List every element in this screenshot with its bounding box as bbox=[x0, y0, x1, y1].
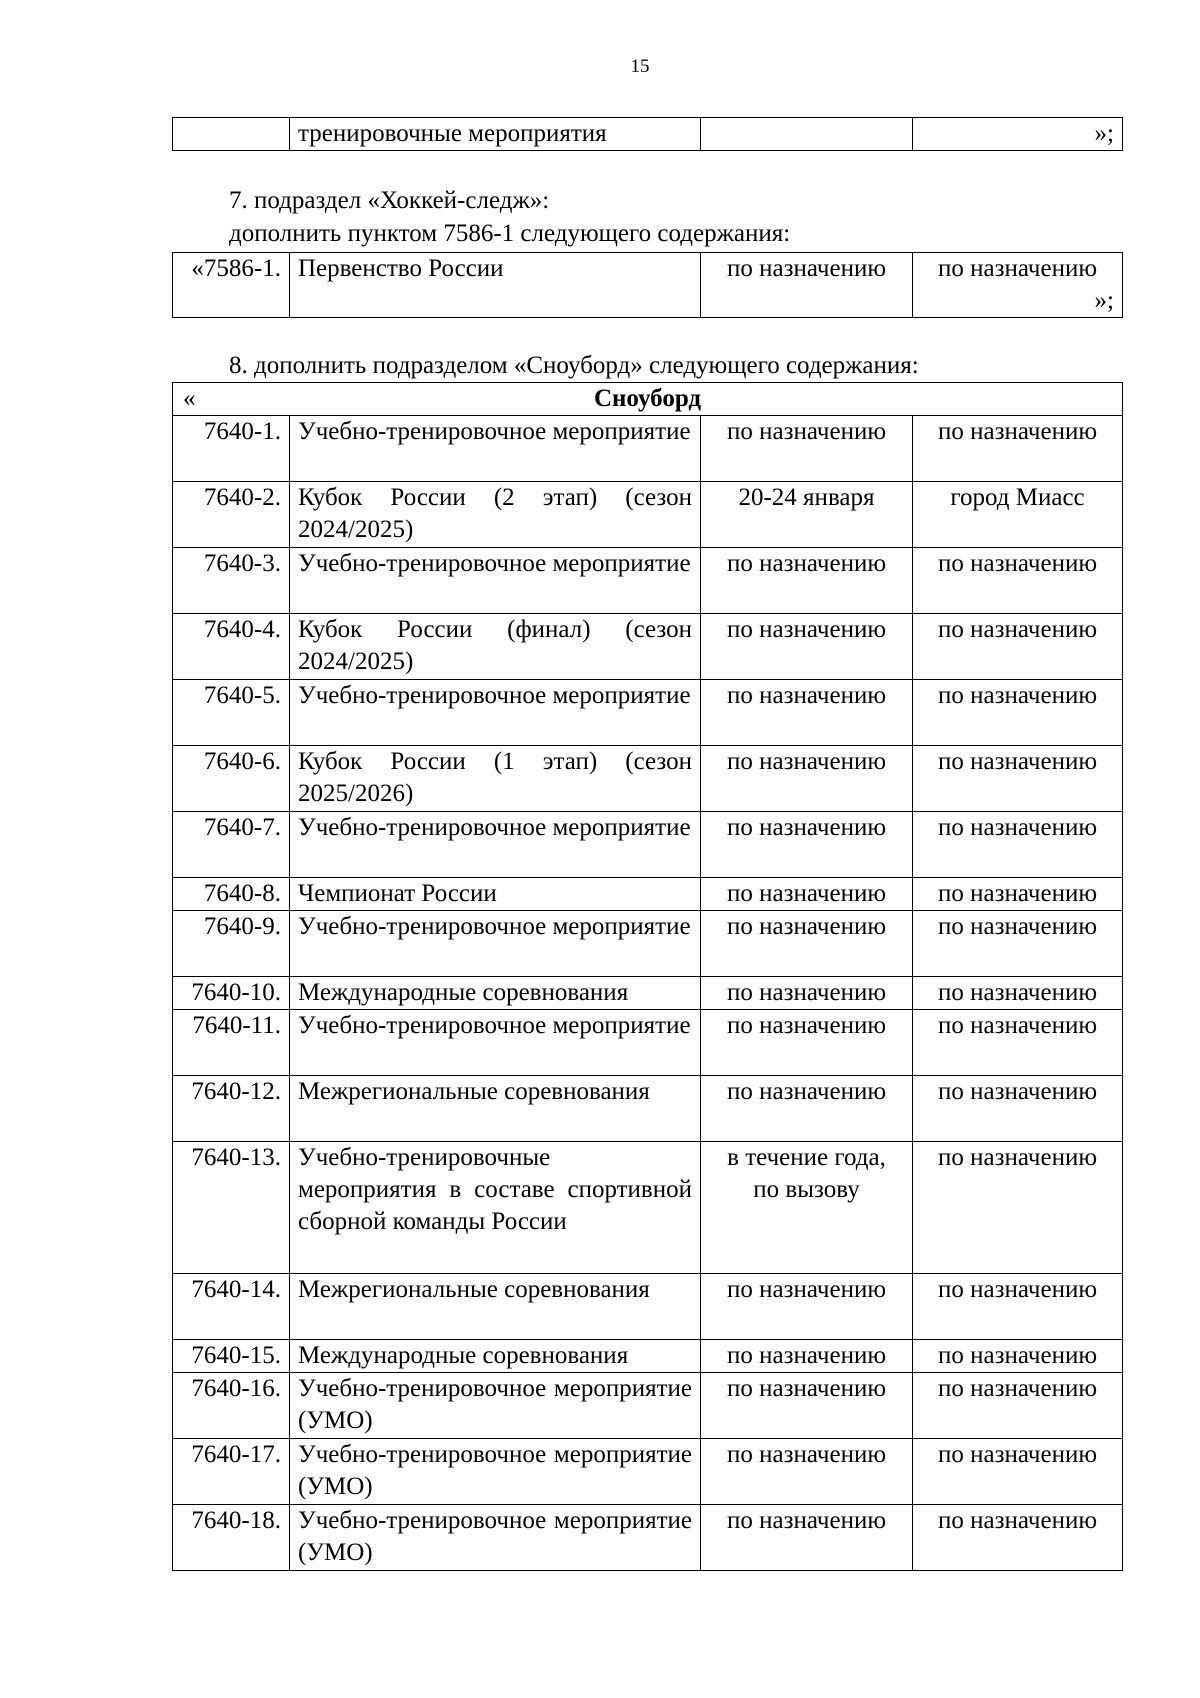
table-row bbox=[173, 1010, 1123, 1076]
event-date: по назначению bbox=[701, 416, 913, 482]
table-row bbox=[173, 1505, 1123, 1571]
row-number: 7640-13. bbox=[173, 1142, 290, 1274]
closing-quote: »; bbox=[1094, 287, 1114, 314]
event-date: по назначению bbox=[701, 1010, 913, 1076]
event-name: Международные соревнования bbox=[290, 1340, 701, 1373]
event-place: по назначению bbox=[913, 416, 1123, 482]
event-name: Первенство России bbox=[290, 253, 701, 318]
event-name: Чемпионат России bbox=[290, 878, 701, 911]
event-name: Кубок России (2 этап) (сезон 2024/2025) bbox=[290, 482, 701, 548]
event-name: Учебно-тренировочные мероприятия в составе спортивной сборной команды России bbox=[290, 1142, 701, 1274]
table-row bbox=[173, 416, 1123, 482]
event-place: по назначению bbox=[913, 1142, 1123, 1274]
event-date: по назначению bbox=[701, 977, 913, 1010]
event-name: Учебно-тренировочное мероприятие bbox=[290, 1010, 701, 1076]
event-date: по назначению bbox=[701, 1505, 913, 1571]
event-date: по назначению bbox=[701, 1274, 913, 1340]
event-place: по назначению bbox=[913, 812, 1123, 878]
row-number: «7586-1. bbox=[173, 253, 290, 318]
event-date: по назначению bbox=[701, 1340, 913, 1373]
event-name: Учебно-тренировочное мероприятие bbox=[290, 680, 701, 746]
table-row bbox=[173, 482, 1123, 548]
event-date: по назначению bbox=[701, 614, 913, 680]
row-number: 7640-16. bbox=[173, 1373, 290, 1439]
event-place bbox=[913, 253, 1123, 318]
row-number bbox=[173, 118, 290, 151]
row-number: 7640-15. bbox=[173, 1340, 290, 1373]
row-number: 7640-4. bbox=[173, 614, 290, 680]
event-place: по назначению bbox=[913, 680, 1123, 746]
section-7-heading: 7. подраздел «Хоккей-следж»: bbox=[229, 187, 550, 214]
event-place: по назначению bbox=[913, 548, 1123, 614]
event-date: по назначению bbox=[701, 1439, 913, 1505]
row-number: 7640-6. bbox=[173, 746, 290, 812]
event-name: Кубок России (финал) (сезон 2024/2025) bbox=[290, 614, 701, 680]
event-name: Учебно-тренировочное мероприятие (УМО) bbox=[290, 1439, 701, 1505]
snowboard-table bbox=[172, 382, 1123, 1571]
event-date: по назначению bbox=[701, 548, 913, 614]
event-place: город Миасс bbox=[913, 482, 1123, 548]
event-place: по назначению bbox=[913, 977, 1123, 1010]
event-place: по назначению bbox=[913, 1010, 1123, 1076]
event-place: по назначению bbox=[913, 1373, 1123, 1439]
event-date: по назначению bbox=[701, 253, 913, 318]
row-number: 7640-11. bbox=[173, 1010, 290, 1076]
table-row bbox=[173, 1373, 1123, 1439]
event-name: Международные соревнования bbox=[290, 977, 701, 1010]
event-date: по назначению bbox=[701, 911, 913, 977]
event-date: по назначению bbox=[701, 746, 913, 812]
table-row bbox=[173, 548, 1123, 614]
event-place: по назначению bbox=[913, 614, 1123, 680]
row-number: 7640-1. bbox=[173, 416, 290, 482]
event-date: по назначению bbox=[701, 680, 913, 746]
row-number: 7640-3. bbox=[173, 548, 290, 614]
section-8-heading: 8. дополнить подразделом «Сноуборд» следующего содержания: bbox=[229, 352, 919, 379]
row-number: 7640-8. bbox=[173, 878, 290, 911]
event-date bbox=[701, 1142, 913, 1274]
event-place-text: по назначению bbox=[937, 255, 1098, 282]
event-place: по назначению bbox=[913, 1340, 1123, 1373]
event-name: Межрегиональные соревнования bbox=[290, 1274, 701, 1340]
row-number: 7640-7. bbox=[173, 812, 290, 878]
event-date-line: по вызову bbox=[753, 1176, 860, 1203]
row-number: 7640-14. bbox=[173, 1274, 290, 1340]
table-row bbox=[173, 118, 1123, 151]
event-place: по назначению bbox=[913, 878, 1123, 911]
row-number: 7640-2. bbox=[173, 482, 290, 548]
event-date: по назначению bbox=[701, 1076, 913, 1142]
table-row bbox=[173, 911, 1123, 977]
row-number: 7640-17. bbox=[173, 1439, 290, 1505]
table-row bbox=[173, 746, 1123, 812]
event-place: по назначению bbox=[913, 1274, 1123, 1340]
event-place: по назначению bbox=[913, 1439, 1123, 1505]
closing-quote: »; bbox=[913, 118, 1123, 151]
event-date: по назначению bbox=[701, 812, 913, 878]
row-number: 7640-10. bbox=[173, 977, 290, 1010]
table-row bbox=[173, 1142, 1123, 1274]
event-date bbox=[701, 118, 913, 151]
event-name: Учебно-тренировочное мероприятие bbox=[290, 911, 701, 977]
continuation-table bbox=[172, 117, 1123, 151]
event-name: тренировочные мероприятия bbox=[290, 118, 701, 151]
event-date-line: в течение года, bbox=[727, 1144, 886, 1171]
table-row bbox=[173, 680, 1123, 746]
table-row bbox=[173, 614, 1123, 680]
table-row bbox=[173, 878, 1123, 911]
event-place: по назначению bbox=[913, 1076, 1123, 1142]
row-number: 7640-12. bbox=[173, 1076, 290, 1142]
table-row bbox=[173, 1439, 1123, 1505]
event-name: Учебно-тренировочное мероприятие bbox=[290, 812, 701, 878]
row-number: 7640-5. bbox=[173, 680, 290, 746]
event-place: по назначению bbox=[913, 911, 1123, 977]
page-number: 15 bbox=[630, 56, 650, 77]
event-name: Учебно-тренировочное мероприятие (УМО) bbox=[290, 1373, 701, 1439]
event-name: Межрегиональные соревнования bbox=[290, 1076, 701, 1142]
event-date: 20-24 января bbox=[701, 482, 913, 548]
open-quote: « bbox=[183, 385, 196, 412]
event-date: по назначению bbox=[701, 878, 913, 911]
subsection-header bbox=[173, 383, 1123, 416]
event-name: Кубок России (1 этап) (сезон 2025/2026) bbox=[290, 746, 701, 812]
table-row bbox=[173, 1274, 1123, 1340]
subsection-title: Сноуборд bbox=[593, 385, 702, 412]
table-row bbox=[173, 1076, 1123, 1142]
section-7-intro: дополнить пунктом 7586-1 следующего содержания: bbox=[229, 220, 791, 247]
table-row bbox=[173, 977, 1123, 1010]
row-number: 7640-18. bbox=[173, 1505, 290, 1571]
table-row bbox=[173, 1340, 1123, 1373]
table-row bbox=[173, 812, 1123, 878]
event-name: Учебно-тренировочное мероприятие bbox=[290, 416, 701, 482]
hockey-sledge-table bbox=[172, 252, 1123, 318]
event-name: Учебно-тренировочное мероприятие bbox=[290, 548, 701, 614]
row-number: 7640-9. bbox=[173, 911, 290, 977]
event-place: по назначению bbox=[913, 746, 1123, 812]
event-name: Учебно-тренировочное мероприятие (УМО) bbox=[290, 1505, 701, 1571]
event-place: по назначению bbox=[913, 1505, 1123, 1571]
subsection-header-row bbox=[173, 383, 1123, 416]
event-date: по назначению bbox=[701, 1373, 913, 1439]
table-row bbox=[173, 253, 1123, 318]
